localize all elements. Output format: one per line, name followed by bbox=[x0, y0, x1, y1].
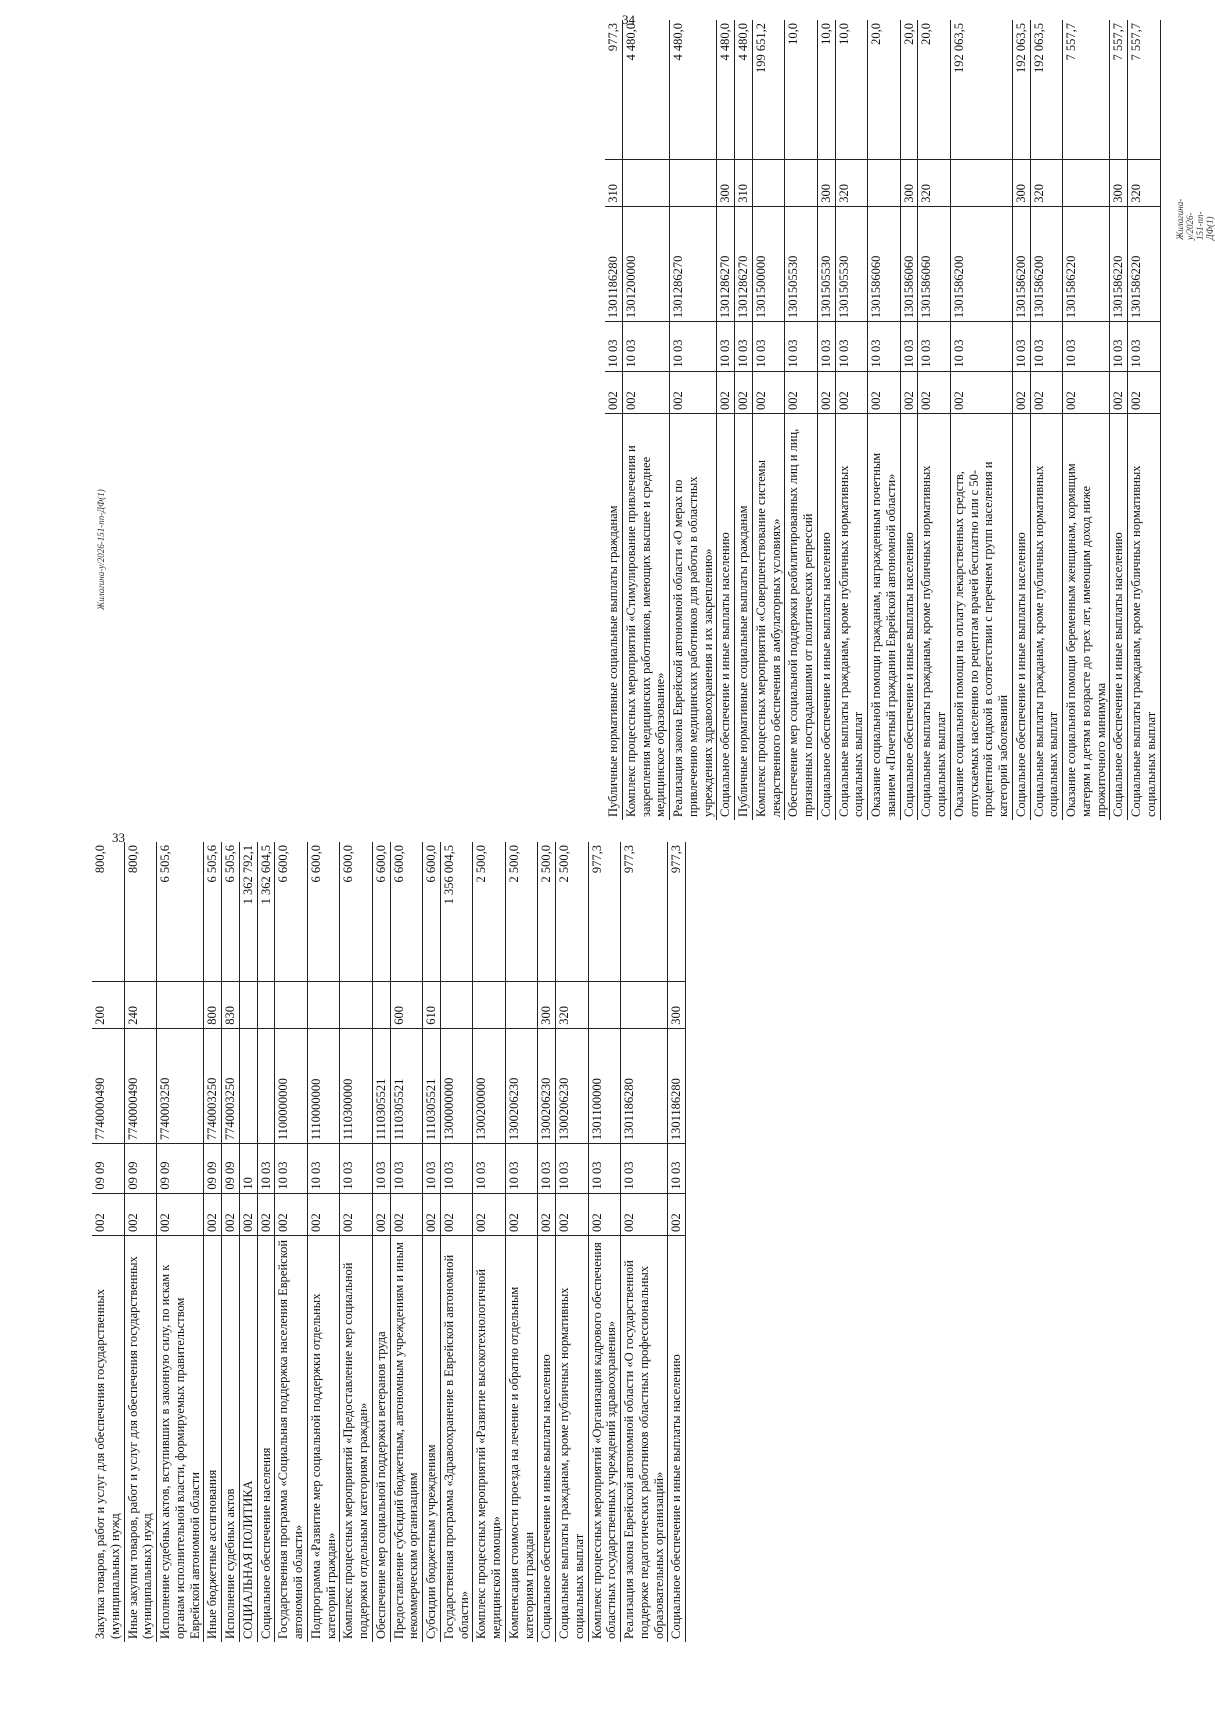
row-target-article: 1301505530 bbox=[817, 206, 835, 321]
row-expense-type bbox=[275, 981, 308, 1028]
row-target-article: 1301586060 bbox=[900, 206, 918, 321]
row-target-article: 1300206230 bbox=[538, 1028, 556, 1143]
row-expense-type bbox=[868, 159, 901, 206]
row-target-article: 1301586060 bbox=[918, 206, 951, 321]
row-name: Комплекс процессных мероприятий «Совершенствование системы лекарственного обеспечения в амбулаторных условиях» bbox=[752, 414, 785, 820]
row-ministry: 002 bbox=[670, 371, 717, 413]
table-row bbox=[1012, 20, 1030, 820]
row-ministry: 002 bbox=[538, 1193, 556, 1235]
row-section: 10 03 bbox=[950, 322, 1012, 371]
row-amount: 7 557,7 bbox=[1128, 20, 1161, 159]
row-amount: 800,0 bbox=[124, 842, 157, 981]
row-section: 10 03 bbox=[423, 1144, 441, 1193]
row-amount: 4 480,0 bbox=[717, 20, 735, 159]
table-row bbox=[423, 842, 441, 1642]
row-name: Социальное обеспечение и иные выплаты населению bbox=[817, 414, 835, 820]
row-section: 10 03 bbox=[670, 322, 717, 371]
row-expense-type: 320 bbox=[1030, 159, 1063, 206]
table-row bbox=[440, 842, 473, 1642]
page-number-left: 33 bbox=[112, 830, 125, 845]
row-expense-type bbox=[670, 159, 717, 206]
row-amount: 977,3 bbox=[605, 20, 622, 159]
row-name: Государственная программа «Социальная поддержка населения Еврейской автономной области» bbox=[275, 1236, 308, 1642]
row-name: Реализация закона Еврейской автономной области «О государственной поддержке педагогических работников областных профессиональных образовательных организаций» bbox=[621, 1236, 668, 1642]
row-name: Компенсация стоимости проезда на лечение и обратно отдельным категориям граждан bbox=[505, 1236, 538, 1642]
table-row bbox=[307, 842, 340, 1642]
row-expense-type: 610 bbox=[423, 981, 441, 1028]
row-amount: 6 600,0 bbox=[275, 842, 308, 981]
table-row bbox=[668, 842, 686, 1642]
table-row bbox=[735, 20, 753, 820]
row-target-article bbox=[239, 1028, 257, 1143]
row-expense-type: 310 bbox=[605, 159, 622, 206]
row-amount: 6 600,0 bbox=[340, 842, 373, 981]
row-amount: 1 362 604,5 bbox=[257, 842, 275, 981]
row-target-article: 1301200000 bbox=[622, 206, 669, 321]
row-name: Социальное обеспечение и иные выплаты населению bbox=[1012, 414, 1030, 820]
row-ministry: 002 bbox=[717, 371, 735, 413]
row-expense-type: 300 bbox=[668, 981, 686, 1028]
row-ministry: 002 bbox=[257, 1193, 275, 1235]
row-ministry: 002 bbox=[275, 1193, 308, 1235]
row-section: 10 03 bbox=[257, 1144, 275, 1193]
table-row bbox=[621, 842, 668, 1642]
row-amount: 2 500,0 bbox=[538, 842, 556, 981]
row-expense-type: 310 bbox=[735, 159, 753, 206]
row-ministry: 002 bbox=[423, 1193, 441, 1235]
row-amount: 6 600,0 bbox=[423, 842, 441, 981]
row-section: 10 03 bbox=[1110, 322, 1128, 371]
row-expense-type: 320 bbox=[835, 159, 868, 206]
row-amount: 6 505,6 bbox=[222, 842, 240, 981]
page-number-right: 34 bbox=[622, 12, 635, 27]
row-target-article: 1300206230 bbox=[505, 1028, 538, 1143]
row-amount: 6 505,6 bbox=[204, 842, 222, 981]
row-section: 09 09 bbox=[204, 1144, 222, 1193]
row-ministry: 002 bbox=[157, 1193, 204, 1235]
row-target-article bbox=[257, 1028, 275, 1143]
row-expense-type: 300 bbox=[538, 981, 556, 1028]
row-section: 10 03 bbox=[1063, 322, 1110, 371]
row-expense-type bbox=[473, 981, 506, 1028]
row-amount: 4 480,0 bbox=[622, 20, 669, 159]
row-target-article: 7740000490 bbox=[124, 1028, 157, 1143]
row-amount: 20,0 bbox=[918, 20, 951, 159]
row-amount: 6 600,0 bbox=[390, 842, 423, 981]
row-ministry: 002 bbox=[735, 371, 753, 413]
row-section: 10 03 bbox=[868, 322, 901, 371]
row-section: 10 03 bbox=[717, 322, 735, 371]
budget-table bbox=[92, 842, 686, 1642]
table-row bbox=[390, 842, 423, 1642]
table-row bbox=[204, 842, 222, 1642]
row-ministry: 002 bbox=[668, 1193, 686, 1235]
row-name: Социальное обеспечение и иные выплаты населению bbox=[668, 1236, 686, 1642]
row-target-article: 1301586200 bbox=[1030, 206, 1063, 321]
row-section: 09 09 bbox=[92, 1144, 124, 1193]
table-row bbox=[868, 20, 901, 820]
row-expense-type: 240 bbox=[124, 981, 157, 1028]
table-row bbox=[588, 842, 621, 1642]
row-ministry: 002 bbox=[1128, 371, 1161, 413]
row-target-article: 1301586220 bbox=[1128, 206, 1161, 321]
table-row bbox=[900, 20, 918, 820]
row-amount: 4 480,0 bbox=[670, 20, 717, 159]
row-section: 10 bbox=[239, 1144, 257, 1193]
row-name: Социальные выплаты гражданам, кроме публичных нормативных социальных выплат bbox=[556, 1236, 589, 1642]
row-section: 09 09 bbox=[124, 1144, 157, 1193]
row-target-article: 1301505530 bbox=[785, 206, 818, 321]
table-row bbox=[1063, 20, 1110, 820]
row-expense-type bbox=[440, 981, 473, 1028]
row-section: 10 03 bbox=[275, 1144, 308, 1193]
row-expense-type: 300 bbox=[817, 159, 835, 206]
table-row bbox=[473, 842, 506, 1642]
row-ministry: 002 bbox=[1030, 371, 1063, 413]
row-name: Закупка товаров, работ и услуг для обеспечения государственных (муниципальных) нужд bbox=[92, 1236, 124, 1642]
row-ministry: 002 bbox=[900, 371, 918, 413]
row-section: 10 03 bbox=[735, 322, 753, 371]
row-ministry: 002 bbox=[307, 1193, 340, 1235]
row-target-article: 1300206230 bbox=[556, 1028, 589, 1143]
row-section: 10 03 bbox=[785, 322, 818, 371]
row-name: Оказание социальной помощи беременным женщинам, кормящим матерям и детям в возрасте до трех лет, имеющим доход ниже прожиточного минимума bbox=[1063, 414, 1110, 820]
row-name: Подпрограмма «Развитие мер социальной поддержки отдельных категорий граждан» bbox=[307, 1236, 340, 1642]
row-expense-type: 320 bbox=[1128, 159, 1161, 206]
row-amount: 7 557,7 bbox=[1063, 20, 1110, 159]
table-row bbox=[275, 842, 308, 1642]
row-ministry: 002 bbox=[1063, 371, 1110, 413]
row-amount: 192 063,5 bbox=[950, 20, 1012, 159]
row-expense-type bbox=[307, 981, 340, 1028]
row-amount: 6 600,0 bbox=[307, 842, 340, 981]
table-row bbox=[1110, 20, 1128, 820]
row-expense-type: 300 bbox=[1012, 159, 1030, 206]
row-target-article: 1300000000 bbox=[440, 1028, 473, 1143]
row-expense-type bbox=[785, 159, 818, 206]
row-expense-type bbox=[588, 981, 621, 1028]
row-ministry: 002 bbox=[222, 1193, 240, 1235]
table-row bbox=[1128, 20, 1161, 820]
row-expense-type bbox=[372, 981, 390, 1028]
table-row bbox=[752, 20, 785, 820]
row-target-article: 7740003250 bbox=[157, 1028, 204, 1143]
page-34 bbox=[605, 20, 1161, 820]
row-name: Иные бюджетные ассигнования bbox=[204, 1236, 222, 1642]
row-name: Исполнение судебных актов bbox=[222, 1236, 240, 1642]
row-section: 10 03 bbox=[372, 1144, 390, 1193]
row-section: 10 03 bbox=[538, 1144, 556, 1193]
row-section: 10 03 bbox=[621, 1144, 668, 1193]
row-expense-type bbox=[752, 159, 785, 206]
table-row bbox=[556, 842, 589, 1642]
table-row bbox=[157, 842, 204, 1642]
table-row bbox=[92, 842, 124, 1642]
row-section: 10 03 bbox=[473, 1144, 506, 1193]
row-ministry: 002 bbox=[1110, 371, 1128, 413]
footer-stamp-right: Жилагина-у/2026-151-пп-ДФ(1) bbox=[1175, 198, 1215, 240]
row-ministry: 002 bbox=[588, 1193, 621, 1235]
table-row bbox=[538, 842, 556, 1642]
row-expense-type: 200 bbox=[92, 981, 124, 1028]
row-target-article: 1301186280 bbox=[621, 1028, 668, 1143]
row-ministry: 002 bbox=[621, 1193, 668, 1235]
table-row bbox=[918, 20, 951, 820]
row-expense-type: 300 bbox=[717, 159, 735, 206]
row-name: Оказание социальной помощи на оплату лекарственных средств, отпускаемых населению по рецептам врачей бесплатно или с 50-процентной скидкой в соответствии с перечнем групп населения и категорий заболеваний bbox=[950, 414, 1012, 820]
row-amount: 199 651,2 bbox=[752, 20, 785, 159]
row-target-article: 1100000000 bbox=[275, 1028, 308, 1143]
table-row bbox=[835, 20, 868, 820]
table-row bbox=[605, 20, 622, 820]
row-target-article: 1301586060 bbox=[868, 206, 901, 321]
row-ministry: 002 bbox=[124, 1193, 157, 1235]
row-amount: 192 063,5 bbox=[1012, 20, 1030, 159]
row-section: 10 03 bbox=[440, 1144, 473, 1193]
row-amount: 2 500,0 bbox=[556, 842, 589, 981]
row-name: Комплекс процессных мероприятий «Организация кадрового обеспечения областных государственных учреждений здравоохранения» bbox=[588, 1236, 621, 1642]
row-amount: 6 505,6 bbox=[157, 842, 204, 981]
row-target-article: 1110305521 bbox=[390, 1028, 423, 1143]
row-expense-type: 300 bbox=[1110, 159, 1128, 206]
row-ministry: 002 bbox=[239, 1193, 257, 1235]
row-name: Субсидии бюджетным учреждениям bbox=[423, 1236, 441, 1642]
row-section: 10 03 bbox=[622, 322, 669, 371]
row-amount: 977,3 bbox=[668, 842, 686, 981]
row-name: Социальное обеспечение и иные выплаты населению bbox=[1110, 414, 1128, 820]
table-row bbox=[717, 20, 735, 820]
budget-table bbox=[605, 20, 1161, 820]
row-amount: 10,0 bbox=[785, 20, 818, 159]
row-amount: 2 500,0 bbox=[473, 842, 506, 981]
row-section: 10 03 bbox=[752, 322, 785, 371]
row-section: 10 03 bbox=[556, 1144, 589, 1193]
row-name: Социальные выплаты гражданам, кроме публичных нормативных социальных выплат bbox=[1128, 414, 1161, 820]
row-expense-type bbox=[621, 981, 668, 1028]
table-row bbox=[622, 20, 669, 820]
row-target-article: 1301586220 bbox=[1110, 206, 1128, 321]
row-section: 10 03 bbox=[835, 322, 868, 371]
row-expense-type bbox=[257, 981, 275, 1028]
row-ministry: 002 bbox=[950, 371, 1012, 413]
row-ministry: 002 bbox=[372, 1193, 390, 1235]
table-row bbox=[340, 842, 373, 1642]
row-target-article: 1301186280 bbox=[668, 1028, 686, 1143]
footer-stamp-left: Жилагина-у/2026-151-пп-ДФ(1) bbox=[96, 489, 106, 610]
row-target-article: 1301586200 bbox=[950, 206, 1012, 321]
row-section: 10 03 bbox=[918, 322, 951, 371]
row-name: Публичные нормативные социальные выплаты гражданам bbox=[735, 414, 753, 820]
row-section: 10 03 bbox=[605, 322, 622, 371]
row-target-article: 1301100000 bbox=[588, 1028, 621, 1143]
row-target-article: 1110305521 bbox=[423, 1028, 441, 1143]
row-expense-type bbox=[239, 981, 257, 1028]
row-amount: 192 063,5 bbox=[1030, 20, 1063, 159]
row-section: 10 03 bbox=[1030, 322, 1063, 371]
row-amount: 977,3 bbox=[588, 842, 621, 981]
table-row bbox=[124, 842, 157, 1642]
table-row bbox=[222, 842, 240, 1642]
row-name: Государственная программа «Здравоохранение в Еврейской автономной области» bbox=[440, 1236, 473, 1642]
table-row bbox=[817, 20, 835, 820]
row-name: Оказание социальной помощи гражданам, награжденным почетным званием «Почетный гражданин Еврейской автономной области» bbox=[868, 414, 901, 820]
table-row bbox=[372, 842, 390, 1642]
row-amount: 800,0 bbox=[92, 842, 124, 981]
row-name: Обеспечение мер социальной поддержки ветеранов труда bbox=[372, 1236, 390, 1642]
row-target-article: 7740003250 bbox=[204, 1028, 222, 1143]
row-target-article: 1301286270 bbox=[735, 206, 753, 321]
row-ministry: 002 bbox=[868, 371, 901, 413]
row-target-article: 1301186280 bbox=[605, 206, 622, 321]
row-expense-type: 600 bbox=[390, 981, 423, 1028]
row-name: Социальные выплаты гражданам, кроме публичных нормативных социальных выплат bbox=[1030, 414, 1063, 820]
row-amount: 20,0 bbox=[868, 20, 901, 159]
row-amount: 4 480,0 bbox=[735, 20, 753, 159]
row-expense-type: 320 bbox=[556, 981, 589, 1028]
row-target-article: 1301286270 bbox=[670, 206, 717, 321]
row-amount: 977,3 bbox=[621, 842, 668, 981]
row-ministry: 002 bbox=[390, 1193, 423, 1235]
row-expense-type bbox=[157, 981, 204, 1028]
row-name: Комплекс процессных мероприятий «Стимулирование привлечения и закрепления медицинских работников, имеющих высшее и среднее медицинское образование» bbox=[622, 414, 669, 820]
row-expense-type bbox=[622, 159, 669, 206]
row-ministry: 002 bbox=[473, 1193, 506, 1235]
row-section: 10 03 bbox=[668, 1144, 686, 1193]
row-expense-type bbox=[340, 981, 373, 1028]
row-target-article: 1301286270 bbox=[717, 206, 735, 321]
row-name: Комплекс процессных мероприятий «Предоставление мер социальной поддержки отдельным категориям граждан» bbox=[340, 1236, 373, 1642]
row-expense-type: 830 bbox=[222, 981, 240, 1028]
table-row bbox=[1030, 20, 1063, 820]
row-amount: 2 500,0 bbox=[505, 842, 538, 981]
row-section: 10 03 bbox=[390, 1144, 423, 1193]
row-amount: 7 557,7 bbox=[1110, 20, 1128, 159]
row-ministry: 002 bbox=[752, 371, 785, 413]
row-section: 10 03 bbox=[307, 1144, 340, 1193]
row-target-article: 7740003250 bbox=[222, 1028, 240, 1143]
row-ministry: 002 bbox=[835, 371, 868, 413]
row-target-article: 1301586220 bbox=[1063, 206, 1110, 321]
row-section: 10 03 bbox=[1128, 322, 1161, 371]
row-section: 10 03 bbox=[900, 322, 918, 371]
row-name: Иные закупки товаров, работ и услуг для обеспечения государственных (муниципальных) нужд bbox=[124, 1236, 157, 1642]
row-name: Предоставление субсидий бюджетным, автономным учреждениям и иным некоммерческим организациям bbox=[390, 1236, 423, 1642]
row-name: Социальное обеспечение и иные выплаты населению bbox=[900, 414, 918, 820]
row-amount: 10,0 bbox=[835, 20, 868, 159]
row-expense-type: 300 bbox=[900, 159, 918, 206]
row-target-article: 7740000490 bbox=[92, 1028, 124, 1143]
row-ministry: 002 bbox=[204, 1193, 222, 1235]
table-row bbox=[239, 842, 257, 1642]
row-name: Комплекс процессных мероприятий «Развитие высокотехнологичной медицинской помощи» bbox=[473, 1236, 506, 1642]
table-row bbox=[505, 842, 538, 1642]
row-name: Исполнение судебных актов, вступивших в законную силу, по искам к органам исполнительной власти, формируемых правительством Еврейской автономной области bbox=[157, 1236, 204, 1642]
row-amount: 10,0 bbox=[817, 20, 835, 159]
row-section: 09 09 bbox=[222, 1144, 240, 1193]
table-row bbox=[257, 842, 275, 1642]
row-ministry: 002 bbox=[785, 371, 818, 413]
row-section: 10 03 bbox=[817, 322, 835, 371]
row-name: Реализация закона Еврейской автономной области «О мерах по привлечению медицинских работников для работы в областных учреждениях здравоохранения и их закреплению» bbox=[670, 414, 717, 820]
row-name: Социальное обеспечение и иные выплаты населению bbox=[717, 414, 735, 820]
row-name: Социальное обеспечение населения bbox=[257, 1236, 275, 1642]
row-ministry: 002 bbox=[622, 371, 669, 413]
row-expense-type: 800 bbox=[204, 981, 222, 1028]
row-name: Социальные выплаты гражданам, кроме публичных нормативных социальных выплат bbox=[835, 414, 868, 820]
row-name: Социальные выплаты гражданам, кроме публичных нормативных социальных выплат bbox=[918, 414, 951, 820]
row-target-article: 1110305521 bbox=[372, 1028, 390, 1143]
row-target-article: 1300200000 bbox=[473, 1028, 506, 1143]
table-row bbox=[785, 20, 818, 820]
row-name: Публичные нормативные социальные выплаты гражданам bbox=[605, 414, 622, 820]
row-section: 09 09 bbox=[157, 1144, 204, 1193]
row-ministry: 002 bbox=[817, 371, 835, 413]
table-row bbox=[950, 20, 1012, 820]
row-ministry: 002 bbox=[556, 1193, 589, 1235]
row-expense-type: 320 bbox=[918, 159, 951, 206]
row-target-article: 1110300000 bbox=[340, 1028, 373, 1143]
row-amount: 1 362 792,1 bbox=[239, 842, 257, 981]
row-target-article: 1110000000 bbox=[307, 1028, 340, 1143]
row-expense-type bbox=[1063, 159, 1110, 206]
row-ministry: 002 bbox=[605, 371, 622, 413]
row-target-article: 1301505530 bbox=[835, 206, 868, 321]
row-target-article: 1301500000 bbox=[752, 206, 785, 321]
row-ministry: 002 bbox=[918, 371, 951, 413]
row-ministry: 002 bbox=[340, 1193, 373, 1235]
row-section: 10 03 bbox=[505, 1144, 538, 1193]
row-ministry: 002 bbox=[440, 1193, 473, 1235]
page-33 bbox=[92, 842, 686, 1642]
row-section: 10 03 bbox=[340, 1144, 373, 1193]
row-name: СОЦИАЛЬНАЯ ПОЛИТИКА bbox=[239, 1236, 257, 1642]
row-ministry: 002 bbox=[1012, 371, 1030, 413]
row-expense-type bbox=[950, 159, 1012, 206]
row-section: 10 03 bbox=[1012, 322, 1030, 371]
row-name: Обеспечение мер социальной поддержки реабилитированных лиц и лиц, признанных пострадавшими от политических репрессий bbox=[785, 414, 818, 820]
row-amount: 6 600,0 bbox=[372, 842, 390, 981]
row-ministry: 002 bbox=[505, 1193, 538, 1235]
row-expense-type bbox=[505, 981, 538, 1028]
row-amount: 20,0 bbox=[900, 20, 918, 159]
row-ministry: 002 bbox=[92, 1193, 124, 1235]
table-row bbox=[670, 20, 717, 820]
row-section: 10 03 bbox=[588, 1144, 621, 1193]
row-target-article: 1301586200 bbox=[1012, 206, 1030, 321]
row-amount: 1 356 004,5 bbox=[440, 842, 473, 981]
row-name: Социальное обеспечение и иные выплаты населению bbox=[538, 1236, 556, 1642]
